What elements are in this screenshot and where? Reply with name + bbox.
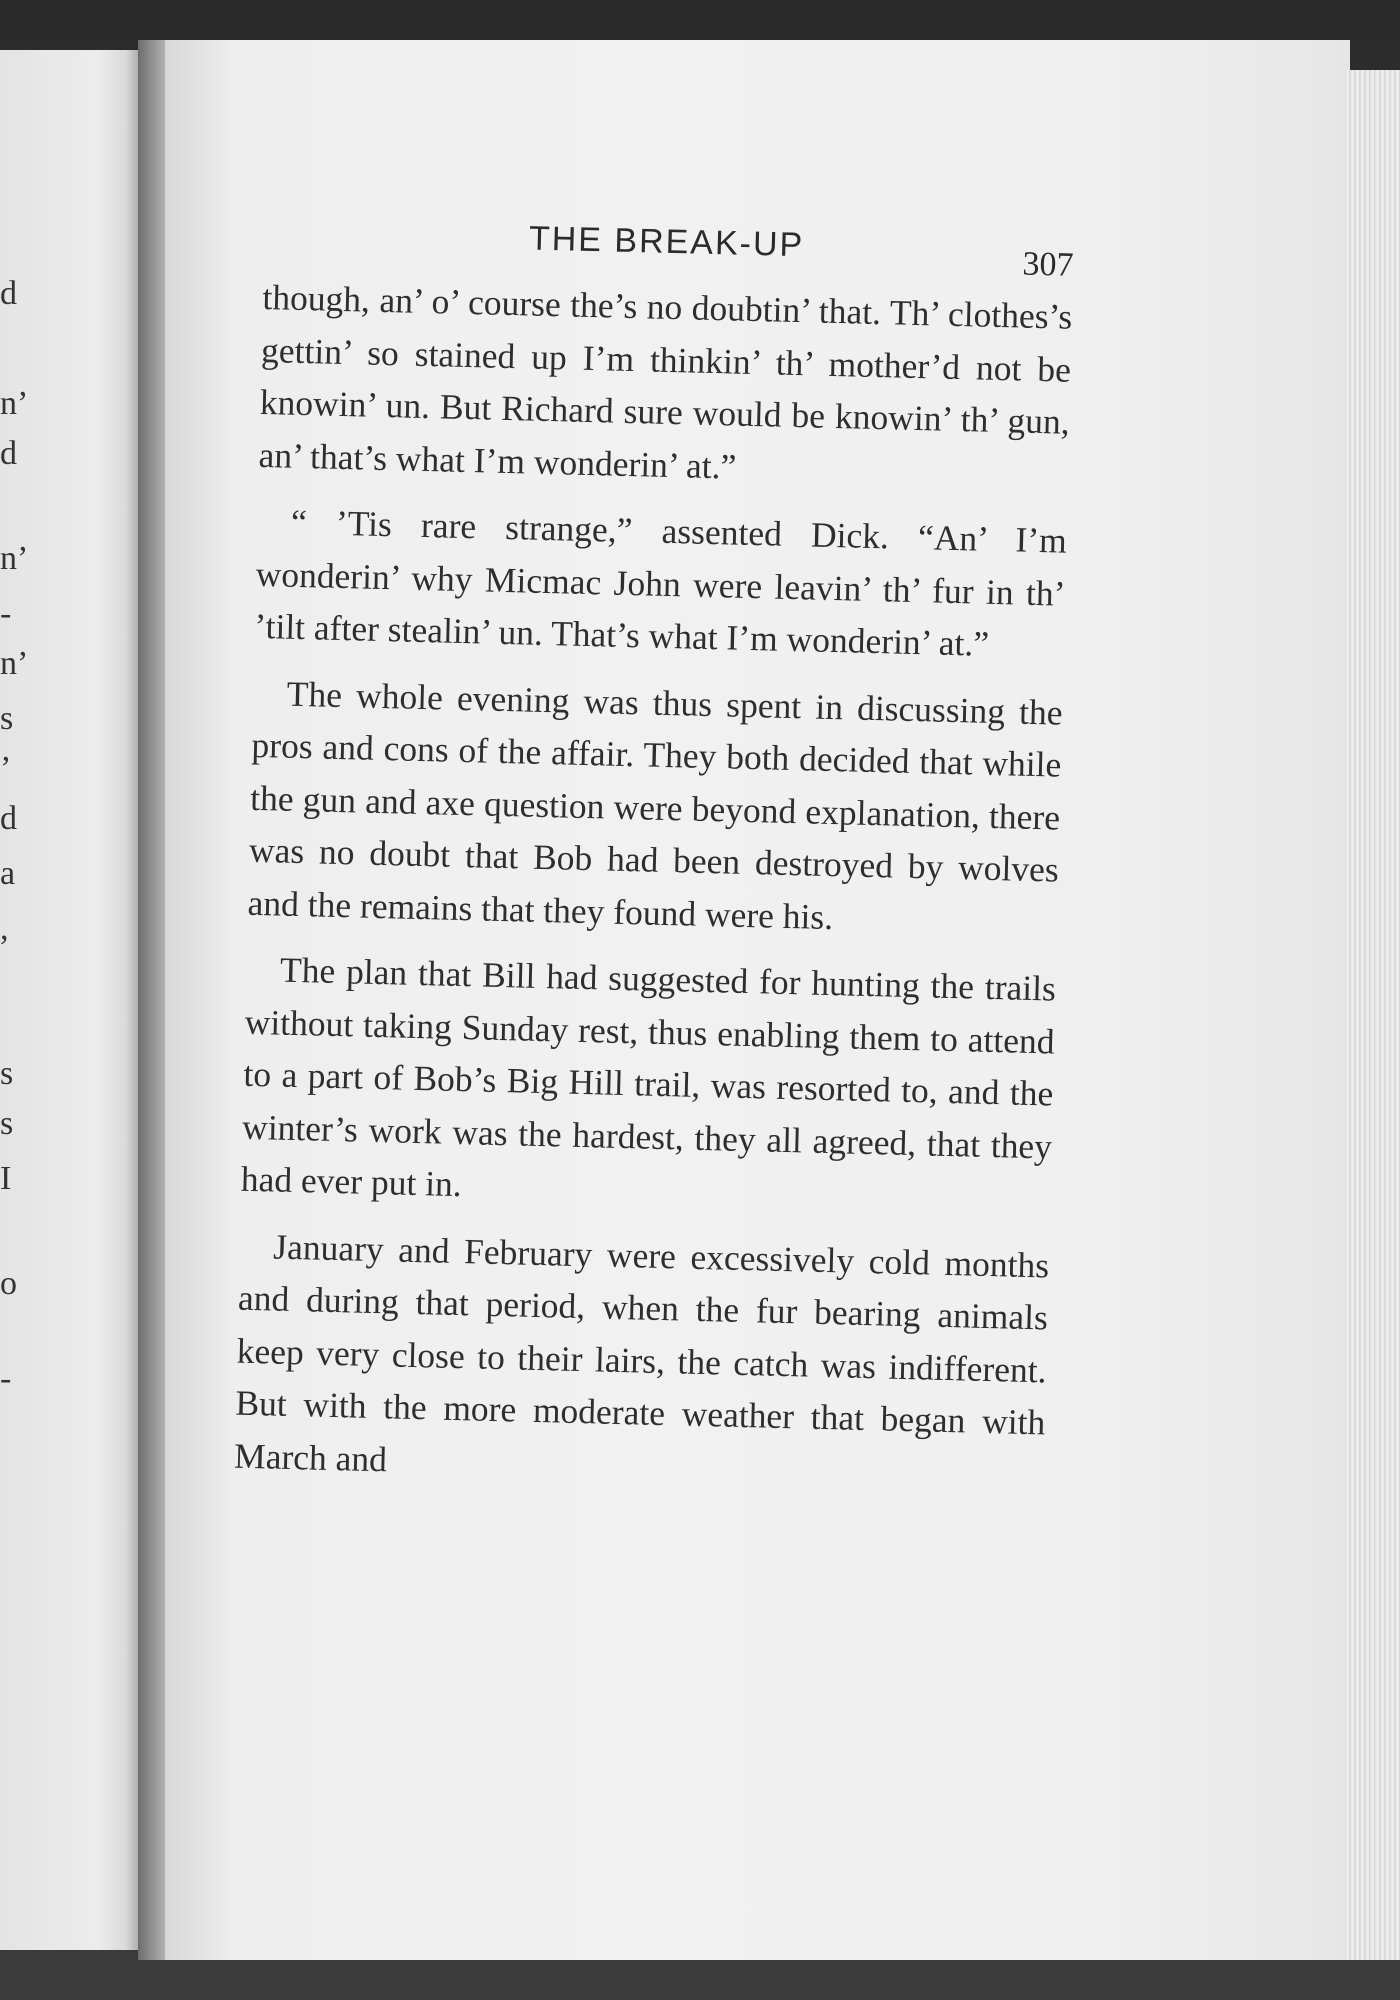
left-page-fragment: s (0, 700, 14, 737)
page-number: 307 (1022, 245, 1074, 284)
page-edges (1345, 70, 1400, 1960)
paragraph: January and February were excessively cold months and during that period, when the fur bearing animals keep very close to their lairs, the catch was indifferent. But with the more moderate weather that began with March and (233, 1226, 1050, 1479)
running-head-title: THE BREAK-UP (528, 219, 805, 265)
left-page-fragment: , (0, 910, 9, 947)
page-text-block (234, 195, 1075, 1501)
left-page-fragment: o (0, 1265, 17, 1302)
paragraph: though, an’ o’ course the’s no doubtin’ that. Th’ clothes’s gettin’ so stained up I’m thinkin’ th’ mother’d not be knowin’ un. But Richard sure would be knowin’ th’ gun, an’ that’s what I’m wonderin’ at.” (258, 276, 1073, 487)
left-page-edge (0, 50, 140, 1950)
paragraph: “ ’Tis rare strange,” assented Dick. “An’ I’m wonderin’ why Micmac John were leavin’ th’ fur in th’ ’tilt after stealin’ un. That’s what I’m wonderin’ at.” (253, 501, 1068, 664)
left-page-fragment: n’ (0, 645, 29, 682)
left-page-fragment: n’ (0, 540, 29, 577)
book-gutter-shadow (138, 40, 168, 1960)
left-page-fragment: s (0, 1105, 14, 1142)
left-page-fragment: s (0, 1055, 14, 1092)
left-page-fragment: - (0, 1360, 12, 1397)
left-page-fragment: n’ (0, 385, 29, 422)
left-page-fragment: d (0, 275, 17, 312)
paragraph: The plan that Bill had suggested for hunting the trails without taking Sunday rest, thus enabling them to attend to a part of Bob’s Big Hill trail, was resorted to, and the winter’s work was the hardest, they all agreed, that they had ever put in. (240, 949, 1057, 1205)
left-page-fragment: d (0, 435, 17, 472)
left-page-fragment: d (0, 800, 17, 837)
left-page-fragment: I (0, 1160, 12, 1197)
left-page-fragment: - (0, 595, 12, 632)
left-page-fragment: ’ (0, 750, 12, 787)
paragraph: The whole evening was thus spent in discussing the pros and cons of the affair. They both decided that while the gun and axe question were beyond explanation, there was no doubt that Bob had been destroyed by wolves and the remains that they found were his. (247, 673, 1064, 937)
left-page-fragment: a (0, 855, 16, 892)
